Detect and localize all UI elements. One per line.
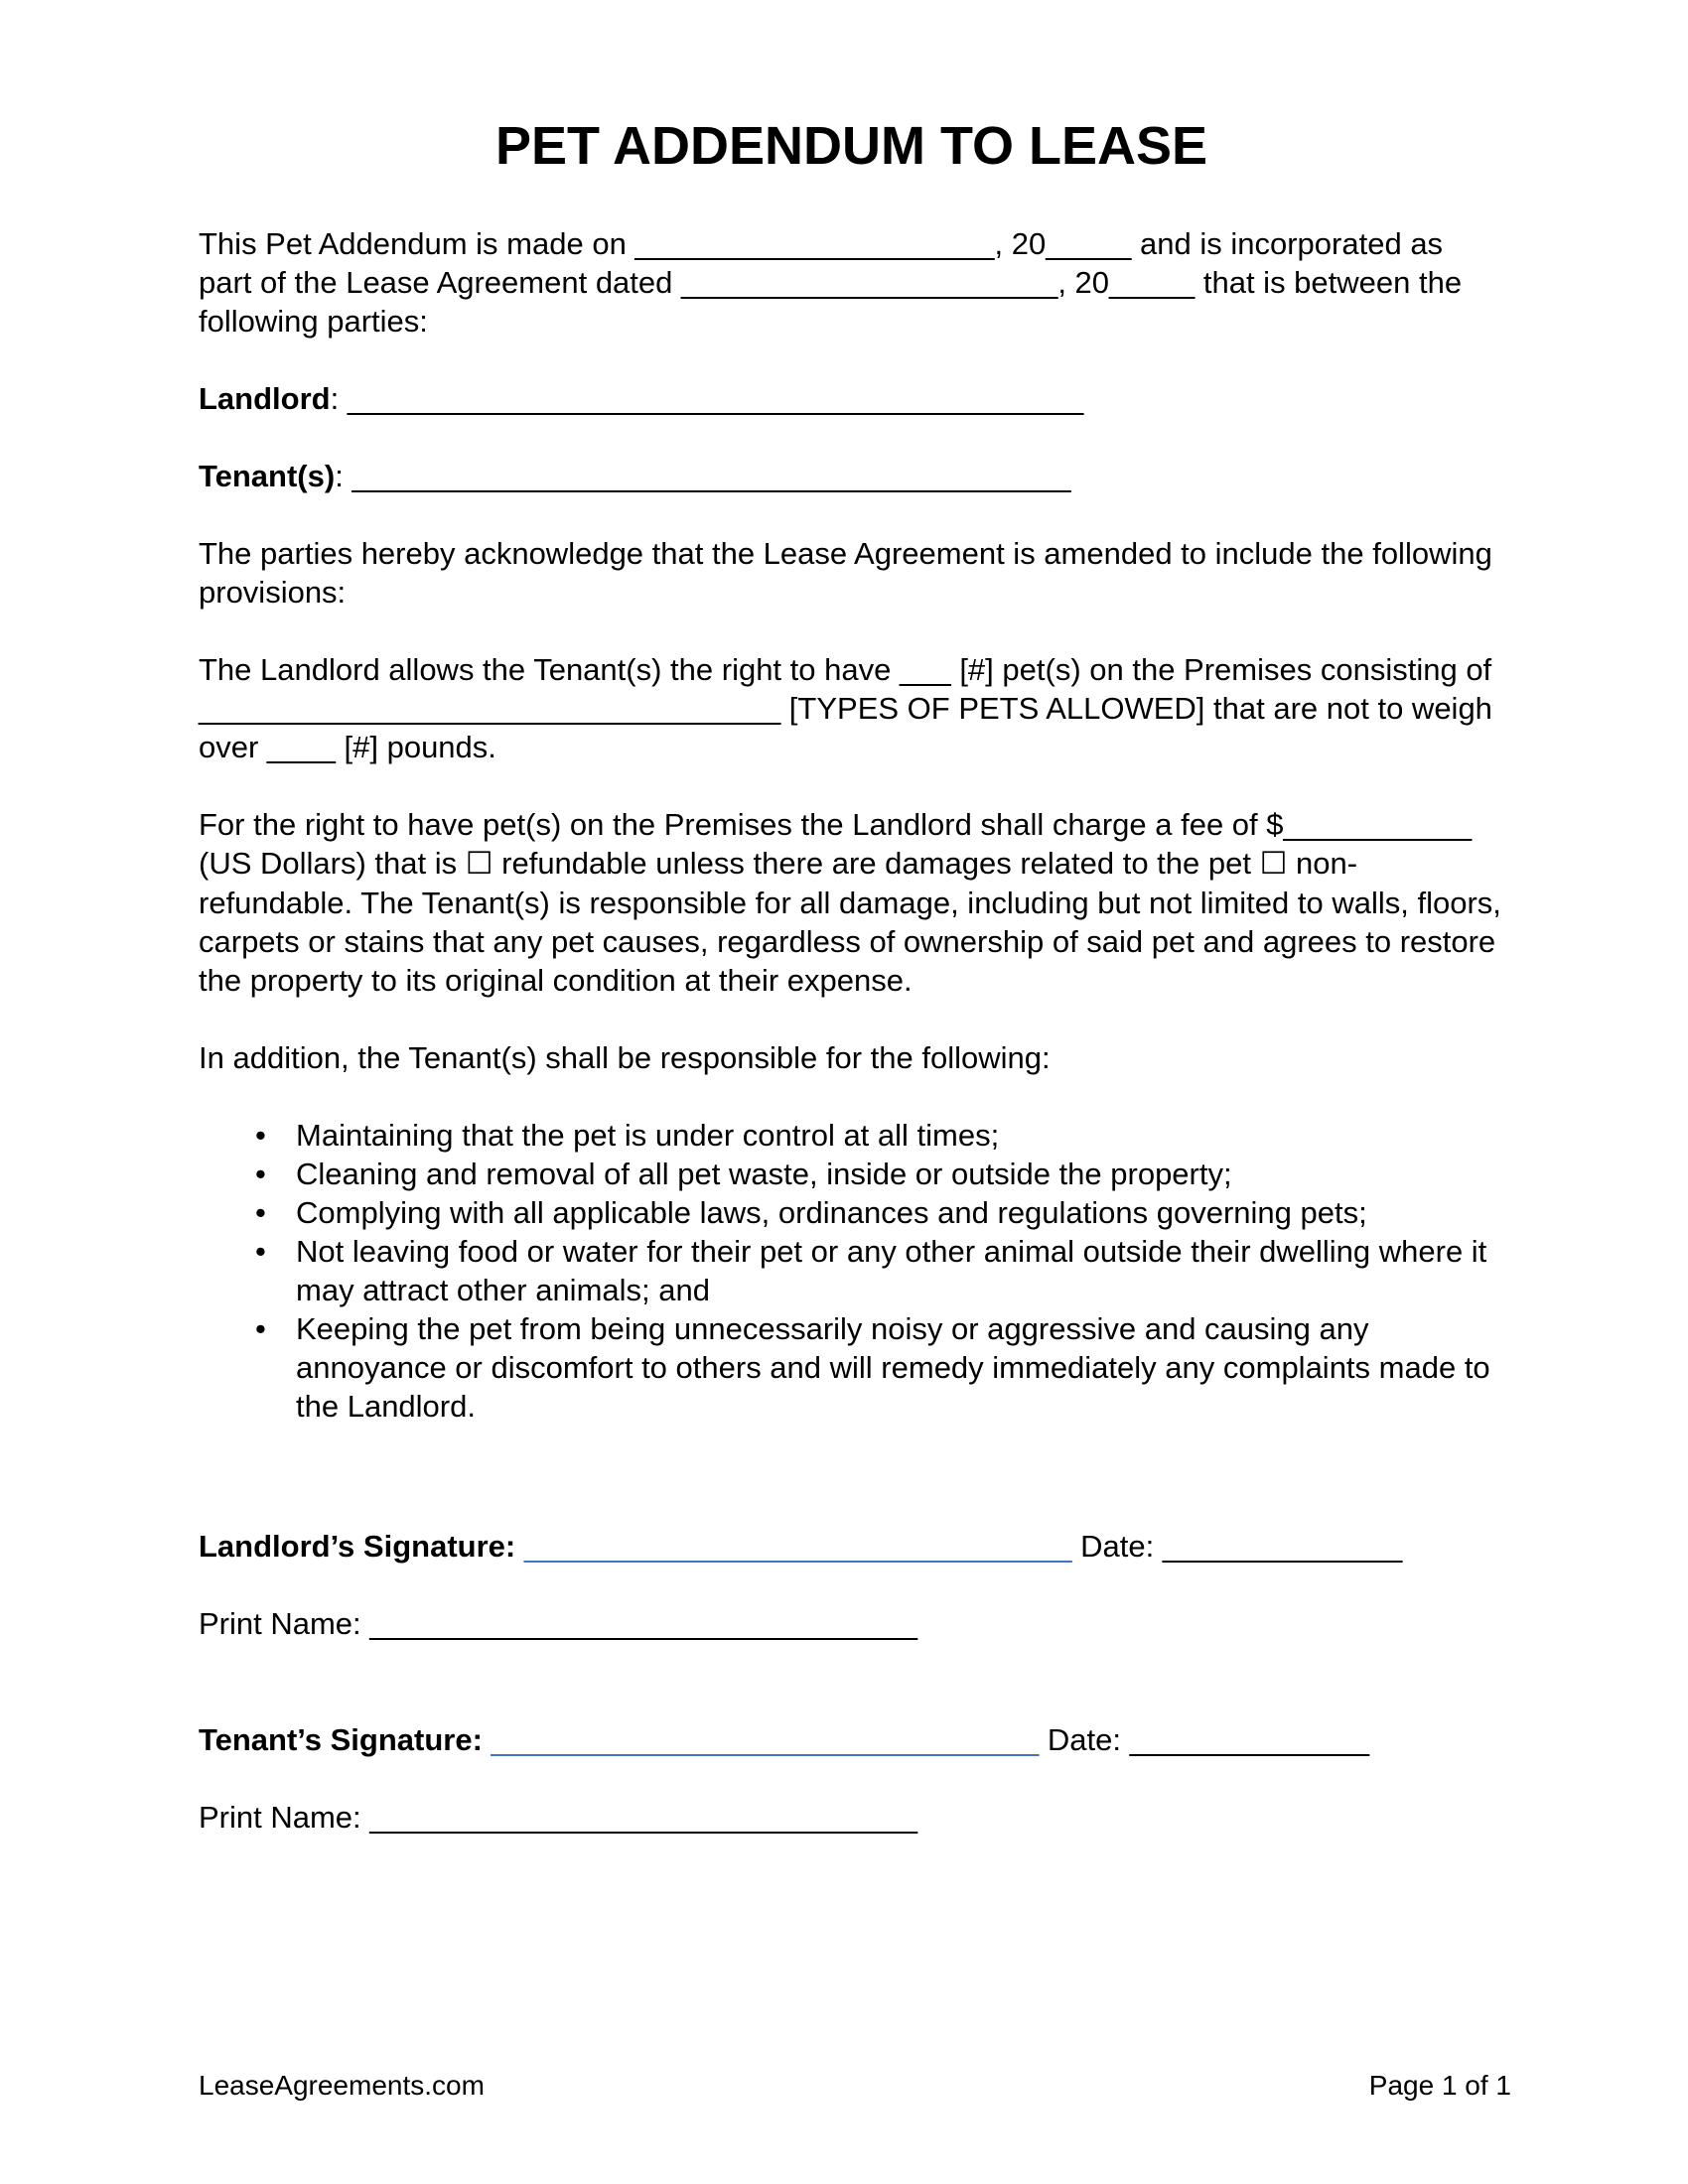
tenant-name-blank[interactable]: __________________________________________ bbox=[352, 459, 1071, 493]
bullet-icon: • bbox=[255, 1234, 266, 1269]
tenant-signature-label: Tenant’s Signature bbox=[199, 1722, 473, 1757]
tenant-print-label: Print Name: bbox=[199, 1800, 370, 1835]
bullet-icon: • bbox=[255, 1118, 266, 1153]
list-item-text: Maintaining that the pet is under control at all times; bbox=[296, 1118, 1000, 1153]
list-item-text: Complying with all applicable laws, ordinances and regulations governing pets; bbox=[296, 1195, 1367, 1230]
landlord-signature-line[interactable]: ________________________________ bbox=[523, 1529, 1072, 1564]
landlord-date-label: Date: bbox=[1071, 1529, 1163, 1564]
bullet-icon: • bbox=[255, 1195, 266, 1230]
intro-text-4: , 20 bbox=[1057, 265, 1110, 300]
tenant-signature-row bbox=[199, 1720, 1504, 1759]
fee-text-3: refundable unless there are damages related to the pet bbox=[492, 846, 1260, 881]
intro-paragraph bbox=[199, 224, 1504, 341]
intro-text-1: This Pet Addendum is made on bbox=[199, 226, 635, 261]
pets-text-4: [#] pounds. bbox=[335, 730, 496, 764]
list-item-text: Not leaving food or water for their pet or any other animal outside their dwelling where it may attract other animals; and bbox=[296, 1234, 1487, 1307]
lease-year-blank[interactable]: _____ bbox=[1109, 265, 1196, 300]
list-item-text: Cleaning and removal of all pet waste, inside or outside the property; bbox=[296, 1157, 1232, 1191]
pet-weight-blank[interactable]: ____ bbox=[266, 730, 336, 764]
landlord-print-name-line[interactable]: ________________________________ bbox=[369, 1606, 917, 1641]
pets-text-3: [TYPES OF PETS ALLOWED] that are not to weigh over bbox=[199, 691, 1492, 764]
tenant-label: Tenant(s) bbox=[199, 459, 336, 493]
lease-dated-blank[interactable]: ______________________ bbox=[681, 265, 1058, 300]
tenant-signature-separator: : bbox=[472, 1722, 492, 1757]
signature-section bbox=[199, 1527, 1504, 1837]
pet-types-blank[interactable]: __________________________________ bbox=[199, 691, 781, 726]
pets-text-2: [#] pet(s) on the Premises consisting of bbox=[950, 652, 1492, 687]
pet-count-blank[interactable]: ___ bbox=[899, 652, 951, 687]
pets-text-1: The Landlord allows the Tenant(s) the right to have bbox=[199, 652, 900, 687]
pets-paragraph bbox=[199, 650, 1504, 766]
intro-text-2: , 20 bbox=[994, 226, 1047, 261]
landlord-signature-label: Landlord’s Signature bbox=[199, 1529, 505, 1564]
landlord-print-label: Print Name: bbox=[199, 1606, 370, 1641]
non-refundable-checkbox[interactable]: ☐ bbox=[1259, 846, 1288, 882]
list-item bbox=[199, 1193, 1504, 1232]
landlord-row bbox=[199, 379, 1504, 418]
responsibilities-list bbox=[199, 1116, 1504, 1426]
tenant-print-row bbox=[199, 1798, 1504, 1837]
fee-text-1: For the right to have pet(s) on the Premises the Landlord shall charge a fee of $ bbox=[199, 807, 1284, 842]
landlord-signature-separator: : bbox=[504, 1529, 524, 1564]
bullet-icon: • bbox=[255, 1157, 266, 1191]
tenant-row bbox=[199, 457, 1504, 495]
landlord-label: Landlord bbox=[199, 381, 331, 416]
list-item bbox=[199, 1116, 1504, 1155]
footer-page-number: Page 1 of 1 bbox=[1368, 2070, 1511, 2101]
fee-paragraph bbox=[199, 805, 1504, 1000]
tenant-print-name-line[interactable]: ________________________________ bbox=[369, 1800, 917, 1835]
fee-amount-blank[interactable]: ___________ bbox=[1283, 807, 1473, 842]
acknowledgement-paragraph: The parties hereby acknowledge that the Lease Agreement is amended to include the following provisions: bbox=[199, 536, 1492, 610]
page-title: PET ADDENDUM TO LEASE bbox=[494, 116, 1208, 176]
footer-site-name: LeaseAgreements.com bbox=[199, 2070, 485, 2101]
intro-text-3: and is incorporated as part of the Lease Agreement dated bbox=[199, 226, 1444, 300]
landlord-separator: : bbox=[330, 381, 348, 416]
landlord-date-line[interactable]: ______________ bbox=[1162, 1529, 1403, 1564]
landlord-signature-row bbox=[199, 1527, 1504, 1566]
tenant-signature-line[interactable]: ________________________________ bbox=[491, 1722, 1040, 1757]
tenant-date-line[interactable]: ______________ bbox=[1129, 1722, 1369, 1757]
responsibilities-intro: In addition, the Tenant(s) shall be responsible for the following: bbox=[199, 1040, 1051, 1075]
bullet-icon: • bbox=[255, 1311, 266, 1346]
intro-text-5: that is between the following parties: bbox=[199, 265, 1463, 339]
tenant-date-label: Date: bbox=[1039, 1722, 1130, 1757]
tenant-separator: : bbox=[335, 459, 352, 493]
list-item-text: Keeping the pet from being unnecessarily noisy or aggressive and causing any annoyance or discomfort to others and will remedy immediately any complaints made to the Landlord. bbox=[296, 1311, 1490, 1424]
list-item bbox=[199, 1232, 1504, 1309]
landlord-print-row bbox=[199, 1604, 1504, 1643]
list-item bbox=[199, 1309, 1504, 1426]
landlord-name-blank[interactable]: ___________________________________________ bbox=[347, 381, 1084, 416]
list-item bbox=[199, 1155, 1504, 1193]
refundable-checkbox[interactable]: ☐ bbox=[465, 846, 493, 882]
fee-text-4: non-refundable. The Tenant(s) is responsible for all damage, including but not limited to walls, floors, carpets or stains that any pet causes, regardless of ownership of said pet and agrees to restore the property to its original condition at their expense. bbox=[199, 846, 1501, 998]
fee-text-2: (US Dollars) that is bbox=[199, 846, 466, 881]
made-on-date-blank[interactable]: _____________________ bbox=[634, 226, 995, 261]
made-on-year-blank[interactable]: _____ bbox=[1046, 226, 1132, 261]
page-footer bbox=[199, 2069, 1511, 2103]
